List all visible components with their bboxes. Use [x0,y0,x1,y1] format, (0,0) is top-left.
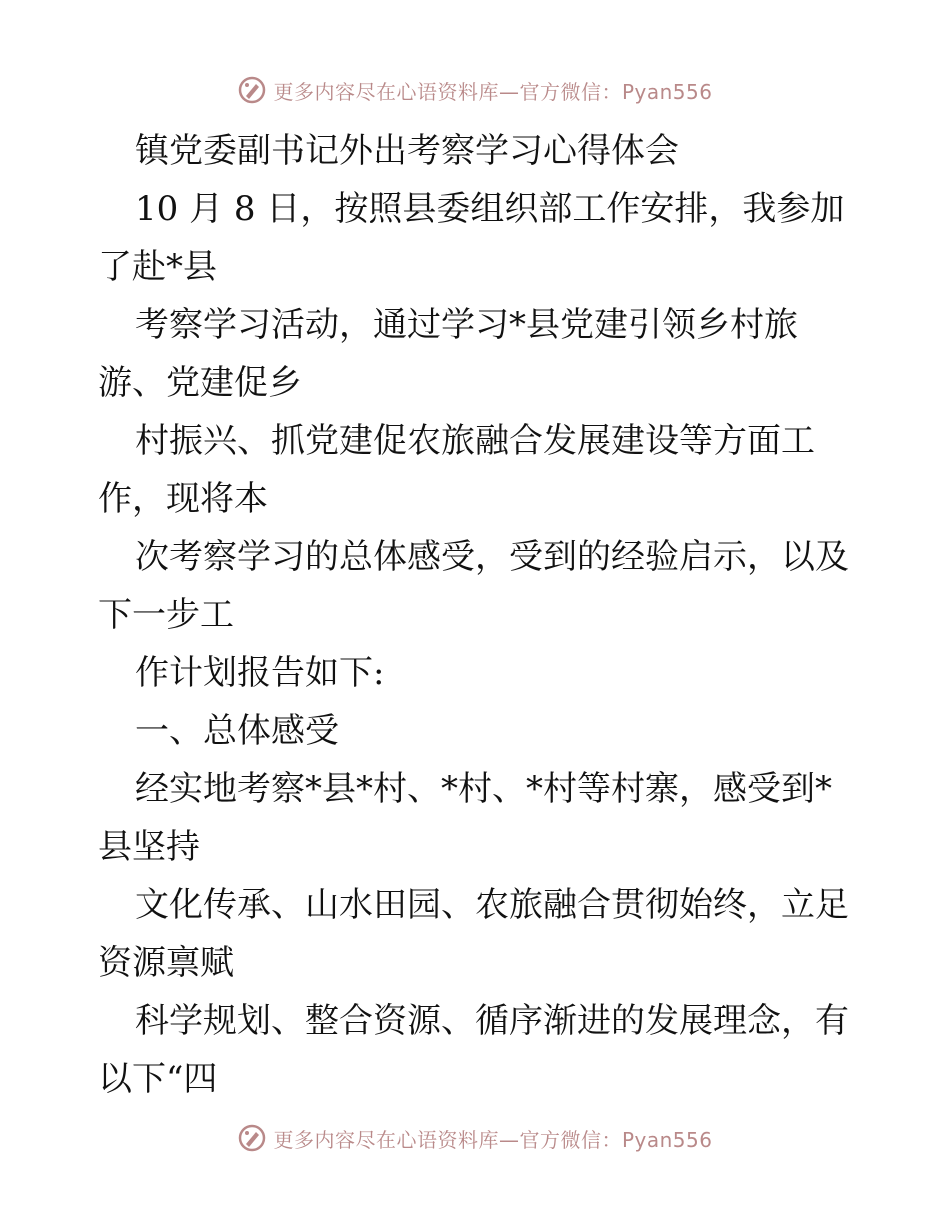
body-line: 游、党建促乡 [98,363,302,403]
pen-seal-icon [237,75,267,105]
body-line: 作，现将本 [98,479,268,519]
pen-seal-icon [237,1123,267,1153]
body-line: 县坚持 [98,827,200,867]
body-line: 资源禀赋 [98,943,234,983]
body-line: 考察学习活动，通过学习*县党建引领乡村旅 [135,305,798,345]
body-line: 下一步工 [98,595,234,635]
body-line: 经实地考察*县*村、*村、*村等村寨，感受到* [135,769,832,809]
watermark-text: 更多内容尽在心语资料库—官方微信：Pyan556 [273,79,713,104]
footer-watermark [0,1118,950,1158]
document-title: 镇党委副书记外出考察学习心得体会 [135,131,679,171]
body-line: 10 月 8 日，按照县委组织部工作安排，我参加 [135,189,845,229]
body-line: 次考察学习的总体感受，受到的经验启示，以及 [135,537,849,577]
body-line: 文化传承、山水田园、农旅融合贯彻始终，立足 [135,885,849,925]
body-line: 村振兴、抓党建促农旅融合发展建设等方面工 [135,421,815,461]
header-watermark [0,70,950,110]
section-heading: 一、总体感受 [135,711,339,751]
body-line: 科学规划、整合资源、循序渐进的发展理念，有 [135,1001,849,1041]
body-line: 以下“四 [98,1059,218,1099]
body-line: 作计划报告如下: [135,653,385,693]
body-line: 了赴*县 [98,247,217,287]
watermark-text: 更多内容尽在心语资料库—官方微信：Pyan556 [273,1127,713,1152]
